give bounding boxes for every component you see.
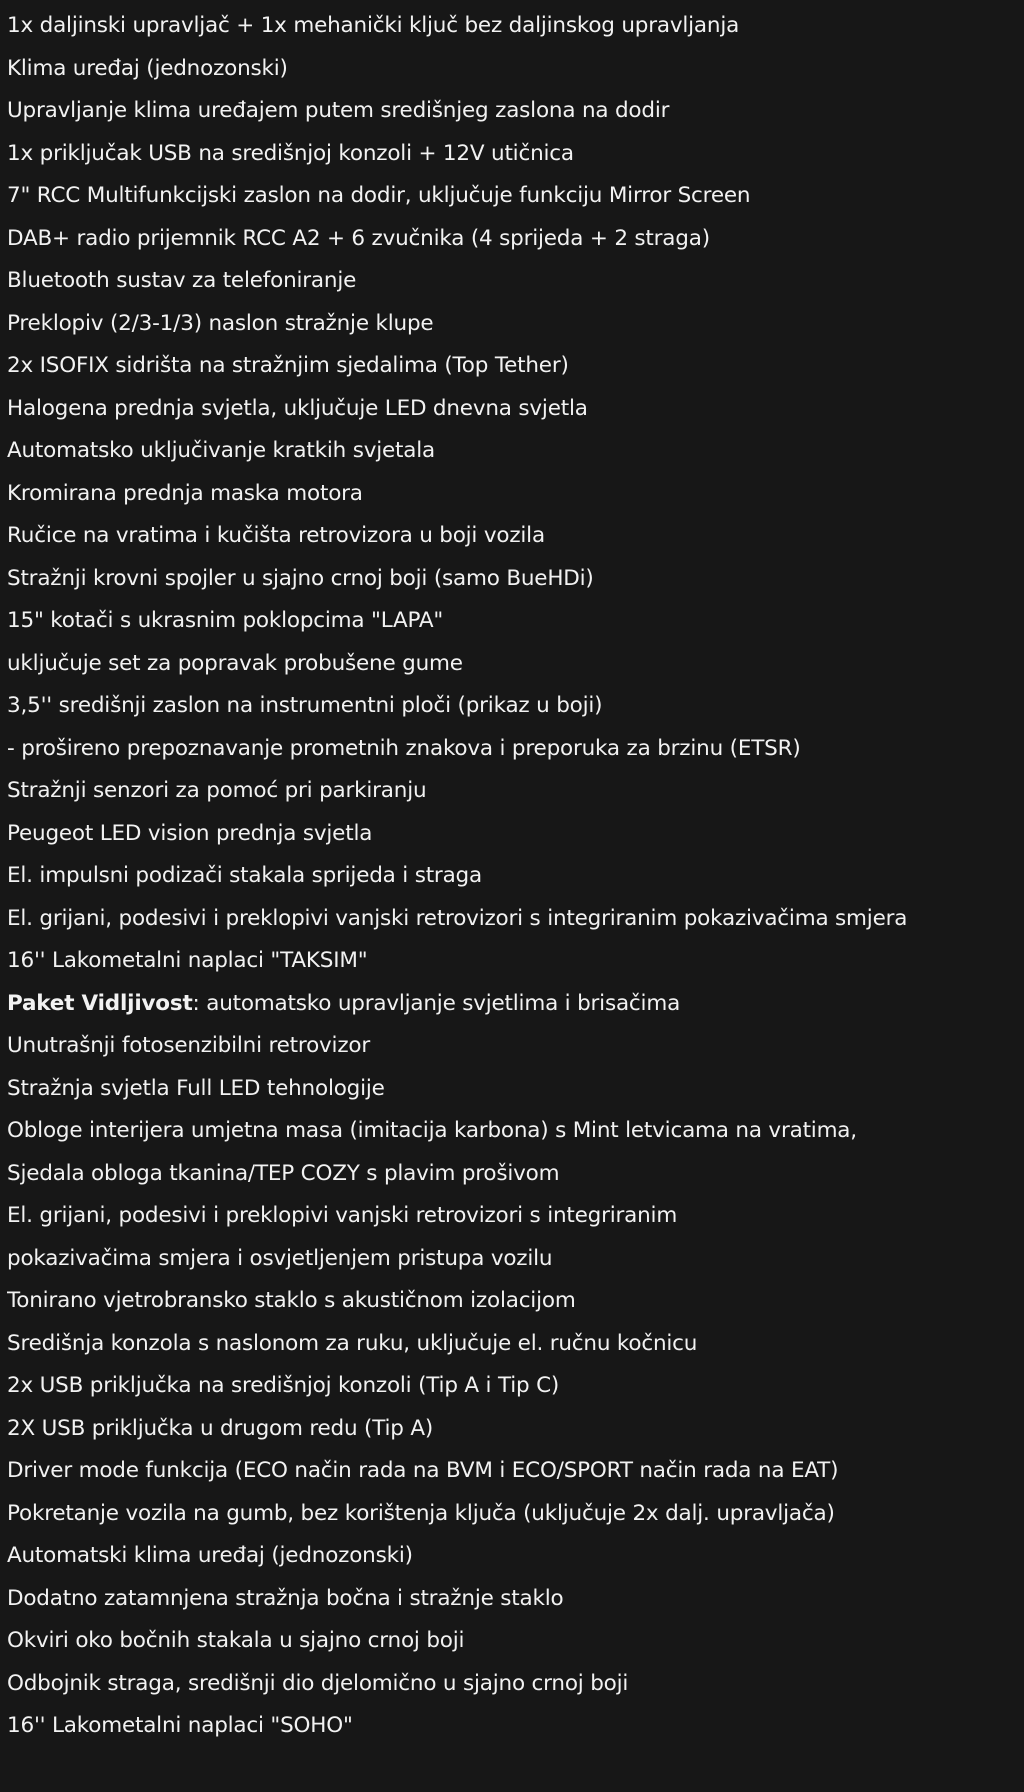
equipment-line: 15" kotači s ukrasnim poklopcima "LAPA" xyxy=(7,608,444,633)
equipment-line: Stražnji senzori za pomoć pri parkiranju xyxy=(7,778,427,803)
equipment-line: 16'' Lakometalni naplaci "TAKSIM" xyxy=(7,948,368,973)
equipment-line: 3,5'' središnji zaslon na instrumentni ploči (prikaz u boji) xyxy=(7,693,603,718)
equipment-line: Ručice na vratima i kučišta retrovizora u boji vozila xyxy=(7,523,545,548)
equipment-line: - prošireno prepoznavanje prometnih znakova i preporuka za brzinu (ETSR) xyxy=(7,735,801,761)
equipment-line: DAB+ radio prijemnik RCC A2 + 6 zvučnika (4 sprijeda + 2 straga) xyxy=(7,225,710,251)
equipment-line: Središnja konzola s naslonom za ruku, uključuje el. ručnu kočnicu xyxy=(7,1330,698,1356)
equipment-line-package xyxy=(7,983,1024,1026)
equipment-line: Driver mode funkcija (ECO način rada na BVM i ECO/SPORT način rada na EAT) xyxy=(7,1458,839,1483)
equipment-line: Peugeot LED vision prednja svjetla xyxy=(7,820,373,846)
equipment-line: pokazivačima smjera i osvjetljenjem pristupa vozilu xyxy=(7,1245,553,1271)
equipment-line: Halogena prednja svjetla, uključuje LED dnevna svjetla xyxy=(7,395,588,421)
equipment-line: Bluetooth sustav za telefoniranje xyxy=(7,268,357,293)
equipment-line: 16'' Lakometalni naplaci "SOHO" xyxy=(7,1713,353,1738)
equipment-line: Automatski klima uređaj (jednozonski) xyxy=(7,1543,413,1568)
equipment-line: Automatsko uključivanje kratkih svjetala xyxy=(7,438,436,463)
equipment-line: 2x ISOFIX sidrišta na stražnjim sjedalima (Top Tether) xyxy=(7,353,569,378)
equipment-line: 2x USB priključka na središnjoj konzoli (Tip A i Tip C) xyxy=(7,1373,560,1398)
equipment-line: Pokretanje vozila na gumb, bez korištenja ključa (uključuje 2x dalj. upravljača) xyxy=(7,1500,835,1526)
equipment-line: Odbojnik straga, središnji dio djelomično u sjajno crnoj boji xyxy=(7,1670,629,1696)
equipment-line: Sjedala obloga tkanina/TEP COZY s plavim prošivom xyxy=(7,1160,560,1186)
equipment-line: Obloge interijera umjetna masa (imitacija karbona) s Mint letvicama na vratima, xyxy=(7,1118,857,1143)
equipment-line: Tonirano vjetrobransko staklo s akustičnom izolacijom xyxy=(7,1288,576,1313)
equipment-line: Preklopiv (2/3-1/3) naslon stražnje klupe xyxy=(7,310,434,336)
equipment-line: Stražnja svjetla Full LED tehnologije xyxy=(7,1075,385,1101)
equipment-line: 7" RCC Multifunkcijski zaslon na dodir, uključuje funkciju Mirror Screen xyxy=(7,183,751,208)
package-description: : automatsko upravljanje svjetlima i brisačima xyxy=(192,990,681,1016)
equipment-line: El. impulsni podizači stakala sprijeda i straga xyxy=(7,863,482,888)
equipment-line: Upravljanje klima uređajem putem središnjeg zaslona na dodir xyxy=(7,98,670,123)
equipment-line: Kromirana prednja maska motora xyxy=(7,480,363,506)
equipment-line: 1x priključak USB na središnjoj konzoli + 12V utičnica xyxy=(7,140,574,166)
equipment-line: El. grijani, podesivi i preklopivi vanjski retrovizori s integriranim xyxy=(7,1203,678,1228)
equipment-line: Okviri oko bočnih stakala u sjajno crnoj boji xyxy=(7,1628,465,1653)
equipment-line: Stražnji krovni spojler u sjajno crnoj boji (samo BueHDi) xyxy=(7,565,594,591)
equipment-line: Dodatno zatamnjena stražnja bočna i stražnje staklo xyxy=(7,1585,564,1611)
equipment-line: El. grijani, podesivi i preklopivi vanjski retrovizori s integriranim pokazivačima smjera xyxy=(7,905,908,931)
package-title: Paket Vidljivost xyxy=(7,990,193,1016)
equipment-line: 1x daljinski upravljač + 1x mehanički ključ bez daljinskog upravljanja xyxy=(7,13,740,38)
equipment-line: 2X USB priključka u drugom redu (Tip A) xyxy=(7,1415,434,1441)
equipment-line: Unutrašnji fotosenzibilni retrovizor xyxy=(7,1033,371,1058)
equipment-list xyxy=(7,5,1024,1748)
equipment-line: uključuje set za popravak probušene gume xyxy=(7,650,463,676)
equipment-line: Klima uređaj (jednozonski) xyxy=(7,55,288,81)
